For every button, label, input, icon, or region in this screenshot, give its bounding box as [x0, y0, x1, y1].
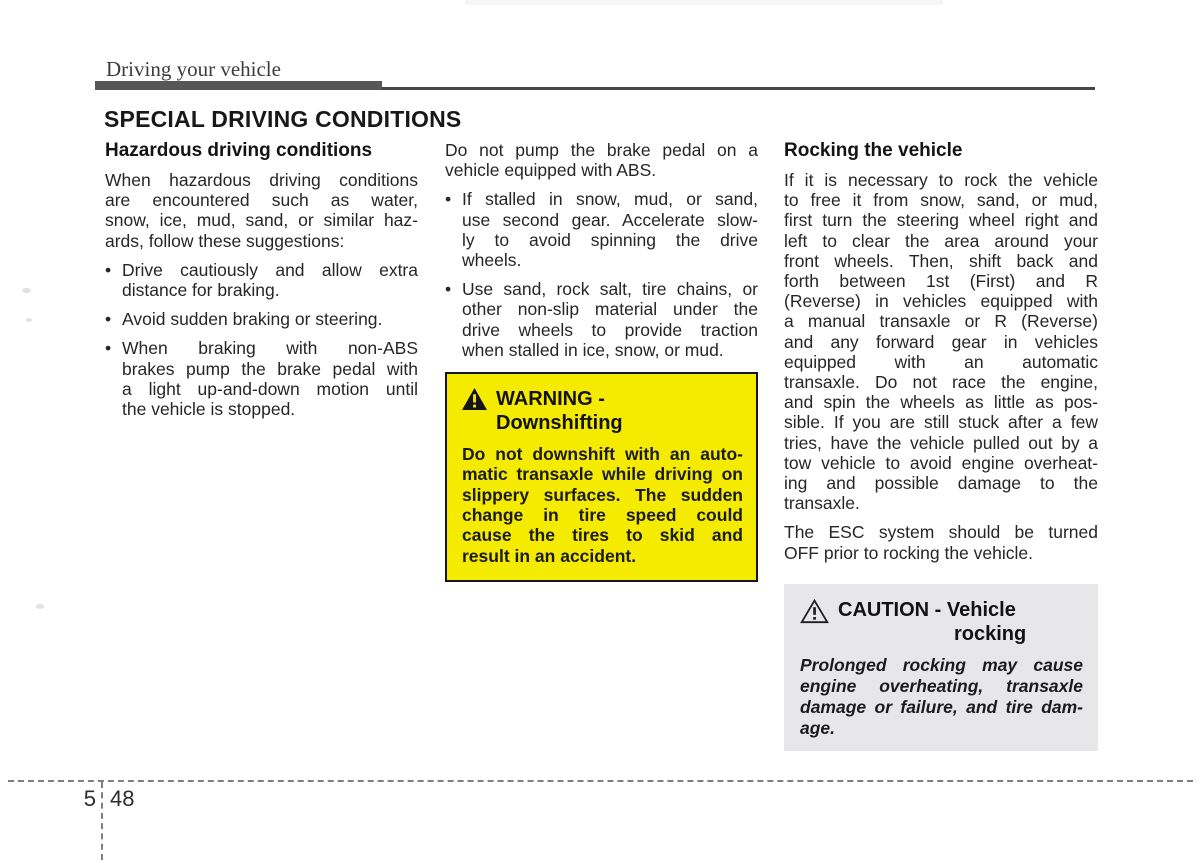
column-3 — [784, 140, 1098, 751]
paragraph: Do not pump the brake pedal on a vehicle equipped with ABS. — [445, 140, 758, 181]
paragraph: If it is necessary to rock the vehicle to free it from snow, sand, or mud, first turn the steering wheel right and left to clear the area around your front wheels. Then, shift back and forth between 1st (First) and R (Reverse) in vehicles equipped with a manual transaxle or R (Reverse) and any forward gear in vehicles equipped with an automatic transaxle. Do not race the engine, and spin the wheels as little as pos- sible. If you are still stuck after a few tries, have the vehicle pulled out by a tow vehicle to avoid engine overheat- ing and possible damage to the transaxle. — [784, 170, 1098, 514]
header-rule-thick — [95, 81, 382, 90]
scan-smudge — [36, 604, 44, 609]
scan-smudge — [26, 318, 32, 322]
header-rule-thin — [382, 87, 1095, 90]
warning-box-title — [462, 387, 743, 435]
bullet-marker: • — [445, 189, 452, 210]
warning-box — [445, 372, 758, 582]
footer-dashed-divider — [101, 782, 103, 860]
warning-title-text — [496, 387, 623, 435]
warning-title-line1: WARNING - — [496, 388, 605, 411]
warning-body-text: Do not downshift with an auto- matic transaxle while driving on slippery surfaces. The sudden change in tire speed could cause the tires to skid and result in an accident. — [462, 444, 743, 566]
list-item-text: Use sand, rock salt, tire chains, or other non-slip material under the drive wheels to provide traction when stalled in ice, snow, or mud. — [462, 279, 758, 360]
caution-title-line2: rocking — [954, 622, 1027, 645]
footer-dashed-rule — [8, 780, 1193, 782]
caution-triangle-icon — [800, 599, 829, 646]
column-2 — [445, 140, 758, 582]
list-item — [445, 279, 758, 360]
scan-smudge — [22, 288, 31, 293]
subsection-heading-rocking: Rocking the vehicle — [784, 140, 963, 161]
bullet-marker: • — [445, 279, 452, 300]
column-1 — [105, 140, 418, 428]
caution-title-text — [838, 598, 1026, 646]
page-number: 48 — [110, 786, 135, 811]
caution-box — [784, 584, 1098, 751]
caution-title-line1: CAUTION - Vehicle — [838, 598, 1016, 621]
list-item-text: Avoid sudden braking or steering. — [122, 309, 383, 330]
paragraph: When hazardous driving conditions are encountered such as water, snow, ice, mud, sand, or similar haz- ards, follow these suggestions: — [105, 170, 418, 251]
scan-edge-strip — [465, 0, 943, 5]
caution-body-text: Prolonged rocking may cause engine overheating, transaxle damage or failure, and tire dam- age. — [800, 654, 1083, 738]
list-item-text: Drive cautiously and allow extra distance for braking. — [122, 259, 418, 301]
chapter-header: Driving your vehicle — [106, 57, 281, 81]
warning-triangle-icon — [462, 388, 487, 435]
bullet-marker: • — [105, 259, 112, 280]
list-item — [445, 189, 758, 270]
bullet-marker: • — [105, 338, 112, 359]
section-title: SPECIAL DRIVING CONDITIONS — [104, 106, 462, 132]
paragraph: The ESC system should be turned OFF prior to rocking the vehicle. — [784, 522, 1098, 563]
list-item-text: When braking with non-ABS brakes pump the brake pedal with a light up-and-down motion until the vehicle is stopped. — [122, 338, 418, 420]
list-item — [105, 309, 418, 329]
chapter-number: 5 — [83, 786, 96, 811]
list-item-text: If stalled in snow, mud, or sand, use second gear. Accelerate slow- ly to avoid spinning the drive wheels. — [462, 189, 758, 271]
warning-title-line2: Downshifting — [496, 412, 623, 435]
list-item — [105, 260, 418, 300]
caution-box-title — [800, 598, 1083, 646]
bullet-marker: • — [105, 309, 112, 330]
list-item — [105, 338, 418, 419]
subsection-heading-hazardous: Hazardous driving conditions — [105, 140, 373, 161]
